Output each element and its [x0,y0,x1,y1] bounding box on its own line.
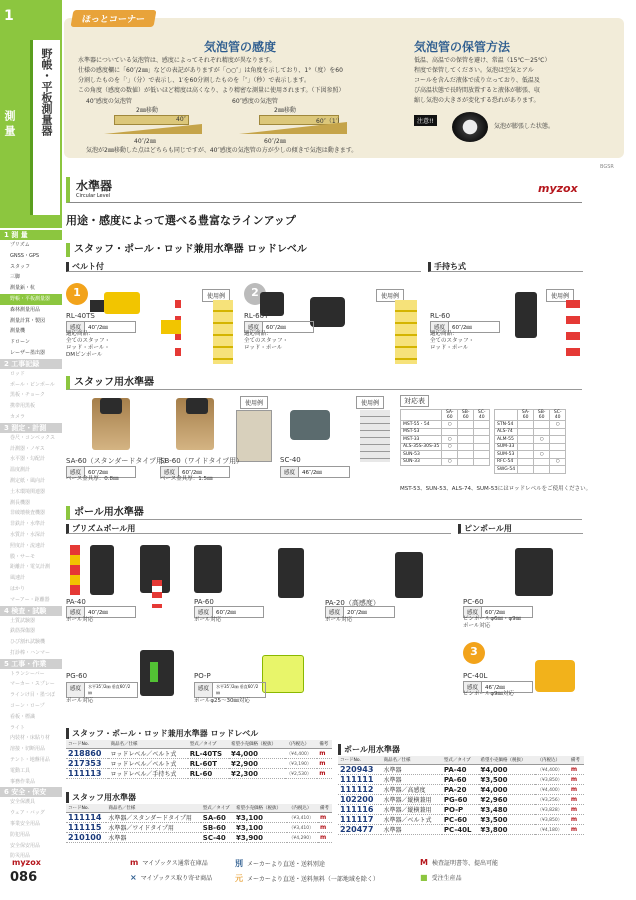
nav-section-0[interactable]: 1 測 量 [0,230,62,240]
brand-logo-bottom: myzox [12,858,41,867]
pg60-vial [150,662,158,682]
pa40-name: PA-40 [66,598,86,606]
nav-item[interactable]: 看板・標識 [10,713,36,720]
main-title-bar [66,177,582,203]
chapter-short: 測 量 [3,110,16,136]
lead-text: 用途・感度によって選べる豊富なラインアップ [66,214,296,227]
nav-item[interactable]: 水平器・勾配計 [10,456,46,463]
storage-heading: 気泡管の保管方法 [414,40,511,54]
nav-section-4[interactable]: 5 工事・作業 [0,659,62,669]
nav-item[interactable]: 非鉄計・水準計 [10,521,46,528]
nav-item[interactable]: ラインけ目・墨つぼ [10,692,55,699]
sensitivity-heading: 気泡管の感度 [204,40,277,54]
nav-item[interactable]: 事業安全用品 [10,821,41,828]
use3-pole [566,300,580,364]
pa40-spec: 感度 40″/2㎜ [66,606,136,618]
order-row: 218860 ロッドレベル／ベルト式 RL-40TS ¥4,000 （¥4,400） m [66,749,332,759]
nav-item[interactable]: 温度測計 [10,467,31,474]
nav-item[interactable]: 溶接・切断用品 [10,746,46,753]
use-example-2: 使用例 [376,289,404,302]
nav-item[interactable]: 事務作業品 [10,778,36,785]
nav-item[interactable]: 距離計・電気計測 [10,564,51,571]
use5-image [360,410,390,462]
page-number: 086 [10,870,38,885]
nav-item[interactable]: GNSS・GPS [10,252,40,259]
main-title: 水準器 [76,179,113,193]
legend-item: × マイゾックス取り寄せ商品 [130,873,213,882]
pa20-note: ポール対応 [325,617,353,623]
rl60t-spec: 感度 60″/2㎜ [244,321,314,333]
sec1-hand-label: 手持ち式 [428,262,583,272]
sa60-spec: 感度 60″/2㎜ [66,466,136,478]
fig-left-move: 2㎜移動 [136,107,158,114]
compat-row: MST-53 [401,428,490,436]
compat-table-right: SA-60 SB-60 SC-40 STN-54 ○ ALS-74 ALM-55 ○ SUM-33 SUM-53 ○ RFC-54 ○ SWG-54 [494,409,566,474]
sb60-vial [186,398,208,414]
compat-row: ALS-35S-30S-35 ○ [401,443,490,451]
order-row: 111113 ロッドレベル／手持ち式 RL-60 ¥2,300 （¥2,530） m [66,769,332,779]
nav-item[interactable]: 三脚 [10,274,21,281]
fig-left-ratio: 40″/2㎜ [134,138,156,145]
rl40ts-spec: 感度 40″/2㎜ [66,321,136,333]
sb60-name: SB-60（ワイドタイプ用） [160,457,244,465]
use4-image [236,410,272,462]
sa60-note: ベース金具厚：0.8㎜ [66,476,119,482]
order-row: 210100 水準器 SC-40 ¥3,900 （¥4,290） m [66,833,332,843]
order-row: 111112 水準器／高感度 PA-20 ¥4,000 （¥4,400） m [338,785,584,795]
order-t1-title: スタッフ・ポール・ロッド兼用水準器 ロッドレベル [66,728,258,739]
rl60-spec: 感度 60″/2㎜ [430,321,500,333]
order-row: 111116 水準器／縦横兼用 PO-P ¥3,480 （¥3,828） m [338,805,584,815]
compat-row: MST-33 ○ [401,436,490,444]
rl60t-note: 適応商品： 全てのスタッフ・ ロッド・ポール [244,331,289,351]
pa20-name: PA-20（高感度） [325,599,380,607]
nav-item[interactable]: ロッド [10,370,25,377]
hot-corner-box [64,15,624,158]
chapter-number: 1 [4,8,14,24]
order-row: 220477 水準器 PC-40L ¥3,800 （¥4,180） m [338,825,584,835]
pc60-note: ピンポールφ6㎜・φ9㎜ ポール対応 [463,616,522,629]
use-example-1: 使用例 [202,289,230,302]
nav-item[interactable]: 森林測量用品 [10,306,41,313]
legend-item: ■ 受注生産品 [420,873,462,882]
compat-row: STN-54 ○ [495,421,566,429]
nav-item[interactable]: 安全保安用品 [10,842,41,849]
use1-level [161,320,181,334]
pa60-spec: 感度 60″/2㎜ [194,606,264,618]
fig-left-caption: 40″感度の気泡管 [86,98,132,105]
rl60-note: 適応商品： 全てのスタッフ・ ロッド・ポール [430,331,475,351]
use-example-4: 使用例 [240,396,268,409]
order-row: 111114 水準器／スタンダードタイプ用 SA-60 ¥3,100 （¥3,410） m [66,813,332,823]
order-row: 217353 ロッドレベル／ベルト式 RL-60T ¥2,900 （¥3,190） m [66,759,332,769]
nav-item[interactable]: 膜・サーモ [10,553,36,560]
rl60-image [515,292,537,338]
storage-body: 低温、高温での保管を避け、常温（15℃～25℃） 程度で保管してください。気泡は空気とアル コールを含んだ液体で成り立っており、低温及 び高温状態で長時間放置すると液体が膨張、収 縮し気泡の大きさが変化する恐れがあります。 [414,57,551,104]
nav-item[interactable]: ポール・ピンポール [10,381,55,388]
nav-item[interactable]: ドローン [10,339,30,346]
sensitivity-body: 水準器についている気泡管は、感度によってそれぞれ精度が異なります。 仕様の感度欄に「60″/2㎜」などの表記がありますが「○○″」は角度を示しており、1°（度）を60 分割したものを「′」（分）で表示し、1′を60分割したものを「″」（秒）で表示します。 この角度（感度の数値）が低いほど精度は高くなり、より精密な測量に使用されます。（下図参照） [78,57,345,94]
pc40l-image [535,660,575,692]
nav-item[interactable]: 測量計算・製図 [10,317,46,324]
use-example-3: 使用例 [546,289,574,302]
pg60-spec: 感度 水平35″/2㎜ 垂直60″/2㎜ [66,682,138,698]
order-table-2: コードNo. 商品名／仕様 型式／タイプ 希望小売価格（税抜） （内税込） 備考 111114 水準器／スタンダードタイプ用 SA-60 ¥3,100 （¥3,410） m 111115 水準器／ワイドタイプ用 SB-60 ¥3,100 （¥3,410） m 210100 水準器 SC-40 ¥3,900 （¥4,290） m [66,804,332,843]
sec1-belt-label: ベルト付 [66,262,421,272]
order-row: 111111 水準器 PA-60 ¥3,500 （¥3,850） m [338,775,584,785]
pa60-name: PA-60 [194,598,214,606]
compat-label: 対応表 [400,395,429,407]
nav-item[interactable]: 土木環境関連器 [10,488,46,495]
sec1-title: スタッフ・ポール・ロッド兼用水準器 ロッドレベル [66,243,582,257]
legend-item: 別 メーカーより直送・送料別途 [235,859,325,868]
compat-footnote: MST-53、SUN-53、ALS-74、SUM-53にはロッドレベルをご使用ください。 [400,486,592,492]
bubble-image [452,112,488,142]
rl60t-name: RL-60T [244,312,269,320]
fig-right-caption: 60″感度の気泡管 [232,98,278,105]
pa20-image-b [395,552,423,598]
legend-item: M 検査証明書等、提出可能 [420,858,498,867]
sc40-name: SC-40 [280,456,301,464]
pa60-note: ポール対応 [194,617,222,623]
sidebar [0,0,62,900]
rl40ts-name: RL-40TS [66,312,95,320]
compat-row: MST-55・54 ○ [401,421,490,429]
nav-item[interactable]: テント・地盤用品 [10,757,50,764]
rl60-name: RL-60 [430,312,451,320]
pa20-image-a [278,548,304,598]
pa40-note: ポール対応 [66,617,94,623]
pop-note: ポールφ25～30㎜対応 [194,698,251,704]
compat-row: ALM-55 ○ [495,436,566,444]
chapter-tab[interactable] [0,0,62,228]
pa20-spec: 感度 20″/2㎜ [325,606,395,618]
rl40ts-image [104,292,140,314]
pc40l-note: ピンポールφ9㎜対応 [463,691,515,697]
pg60-name: PG-60 [66,672,88,680]
nav-item[interactable]: 鉄筋探傷器 [10,628,36,635]
pa40-pole [70,545,80,595]
legend-item: 元 メーカーより直送・送料無料（一部地域を除く） [235,874,379,883]
sec3-prism-label: プリズムポール用 [66,524,451,534]
sb60-note: ベース金具厚：1.5㎜ [160,476,213,482]
nav-item[interactable]: 風速計 [10,575,26,582]
sc40-spec: 感度 46″/2㎜ [280,466,350,478]
pc60-name: PC-60 [463,598,484,606]
pa40-image [90,545,114,595]
sc40-image [290,410,330,440]
nav-item[interactable]: マーアー・距離器 [10,596,50,603]
nav-item[interactable]: マーカー・スプレー [10,681,55,688]
nav-item[interactable]: はかり [10,585,26,592]
chapter-title-box [30,40,60,215]
order-table-3: コードNo. 商品名／仕様 型式／タイプ 希望小売価格（税抜） （内税込） 備考 220943 水準器 PA-40 ¥4,000 （¥4,400） m 111111 水準器 PA-60 ¥3,500 （¥3,850） m 111112 水準器／高感度 PA-20 ¥4,000 （¥4,400） m 102200 水準器／縦横兼用 PG-60 ¥2,960 （¥3,256） m 111116 水準器／縦横兼用 PO-P ¥3,480 （¥3,828） m 111117 水準器／ベルト式 PC-60 ¥3,500 （¥3,850） m 220477 水準器 PC-40L ¥3,800 （¥4,180） m [338,756,584,835]
order-table-1: コードNo. 商品名／仕様 型式／タイプ 希望小売価格（税抜） （内税込） 備考 218860 ロッドレベル／ベルト式 RL-40TS ¥4,000 （¥4,400） m 217353 ロッドレベル／ベルト式 RL-60T ¥2,900 （¥3,190） m 111113 ロッドレベル／手持ち式 RL-60 ¥2,300 （¥2,530） m [66,740,332,779]
compat-table-left: SA-60 SB-60 SC-40 MST-55・54 ○ MST-53 MST-33 ○ ALS-35S-30S-35 ○ SUN-53 SUN-33 ○ [400,409,490,466]
rl60t-belt-image [310,297,345,327]
wedge-left [104,122,204,136]
nav-item[interactable]: 安全保護具 [10,799,36,806]
order-t2-title: スタッフ用水準器 [66,792,136,803]
nav-item[interactable]: 内装材・床貼り材 [10,735,51,742]
nav-item[interactable]: ウェア・バッグ [10,810,45,817]
use1-staff [213,300,233,364]
pop-name: PO-P [194,672,211,680]
nav-item[interactable]: 照度計・流速計 [10,542,46,549]
chapter-title: 野帳・平板測量器 [40,48,53,136]
brand-logo: myzox [538,182,578,195]
sb60-spec: 感度 60″/2㎜ [160,466,230,478]
order-row: 102200 水準器／縦横兼用 PG-60 ¥2,960 （¥3,256） m [338,795,584,805]
nav-item[interactable]: コーン・ロープ [10,703,45,710]
product-code: BGSR [600,164,614,170]
nav-section-3[interactable]: 4 検査・試験 [0,606,62,616]
nav-item[interactable]: ひび割れ試験機 [10,639,46,646]
nav-item[interactable]: 測長機器 [10,499,31,506]
pa60-pole [152,580,162,608]
compat-row: SUN-53 [401,451,490,459]
nav-item[interactable]: 土質試験器 [10,617,36,624]
nav-item[interactable]: 測定紙・風向計 [10,477,46,484]
order-t3-title: ポール用水準器 [338,744,400,755]
compat-row: RFC-54 ○ [495,458,566,466]
compat-row: SUN-33 ○ [401,458,490,466]
pc40l-spec: 感度 46″/2㎜ [463,681,533,693]
sidebar-nav [0,230,62,862]
compat-row: ALS-74 [495,428,566,436]
pc60-spec: 感度 60″/2㎜ [463,606,533,618]
nav-item[interactable]: 防災用品 [10,853,31,860]
sec3-pin-label: ピンポール用 [458,524,583,534]
nav-item[interactable]: 携帯用黒板 [10,403,36,410]
nav-item[interactable]: 巻尺・コンベックス [10,434,55,441]
sec3-title: ポール用水準器 [66,506,582,520]
pop-image [262,655,304,693]
compat-row: SUM-33 [495,443,566,451]
nav-item[interactable]: 測量機 [10,328,26,335]
nav-item[interactable]: 水質計・水深計 [10,531,46,538]
nav-item[interactable]: スタッフ [10,263,31,270]
badge-1: 1 [66,283,88,305]
nav-item[interactable]: 打診棒・ハンマー [10,649,51,656]
sec2-title: スタッフ用水準器 [66,376,582,390]
nav-item[interactable]: 計測器・ノギス [10,445,45,452]
nav-item[interactable]: 電動工具 [10,767,31,774]
fig-right-angle: 60″（1′） [316,118,344,125]
pop-spec: 感度 水平35″/2㎜ 垂直60″/2㎜ [194,682,266,698]
compat-row: SUM-53 ○ [495,451,566,459]
nav-item[interactable]: 防犯用品 [10,831,31,838]
warning-badge: 注意!! [414,115,437,126]
hot-corner-badge: ほっとコーナー [71,10,157,27]
pc60-image [515,548,553,596]
nav-item[interactable]: 野帳・平板測量器 [0,294,62,305]
nav-item[interactable]: カメラ [10,413,26,420]
nav-section-2[interactable]: 3 測定・計測 [0,423,62,433]
fig-right-ratio: 60″/2㎜ [264,138,286,145]
fig-right-move: 2㎜移動 [274,107,296,114]
sa60-vial [100,398,122,414]
rl40ts-note: 適応商品： 全てのスタッフ・ ロッド・ポール・ DMピンポール [66,331,111,358]
rl40ts-belt [90,300,104,312]
order-row: 220943 水準器 PA-40 ¥4,000 （¥4,400） m [338,765,584,775]
pa60-image [194,545,222,593]
fig-left-angle: 40″ [176,116,186,123]
nav-section-5[interactable]: 6 安全・保安 [0,787,62,797]
pc40l-name: PC-40L [463,672,488,680]
nav-section-1[interactable]: 2 工事記録 [0,359,62,369]
nav-item[interactable]: プリズム [10,242,30,248]
nav-item[interactable]: ライト [10,724,25,731]
nav-item[interactable]: レーザー墨出器 [10,349,46,356]
order-row: 111117 水準器／ベルト式 PC-60 ¥3,500 （¥3,850） m [338,815,584,825]
use-example-5: 使用例 [356,396,384,409]
legend-item: m マイゾックス通常在庫品 [130,858,208,867]
sensitivity-footer: 気泡が2㎜移動した点はどちらも同じですが、40″感度の気泡管の方が少しの傾きで気泡は動きます。 [86,147,358,154]
sa60-name: SA-60（スタンダードタイプ用） [66,457,171,465]
badge-2: 2 [244,283,266,305]
compat-row: SWG-54 [495,466,566,474]
nav-item[interactable]: 黒板・チョーク [10,392,45,399]
nav-item[interactable]: トランシーバー [10,670,45,677]
main-title-en: Circular Level [76,193,111,199]
use2-staff [395,300,417,364]
order-row: 111115 水準器／ワイドタイプ用 SB-60 ¥3,100 （¥3,410） m [66,823,332,833]
nav-item[interactable]: 非破壊検査機器 [10,510,46,517]
nav-item[interactable]: 測量鋲・杭 [10,285,36,292]
warning-caption: 気泡が膨張した状態。 [494,123,555,130]
pg60-note: ポール対応 [66,698,94,704]
badge-3: 3 [463,642,485,664]
